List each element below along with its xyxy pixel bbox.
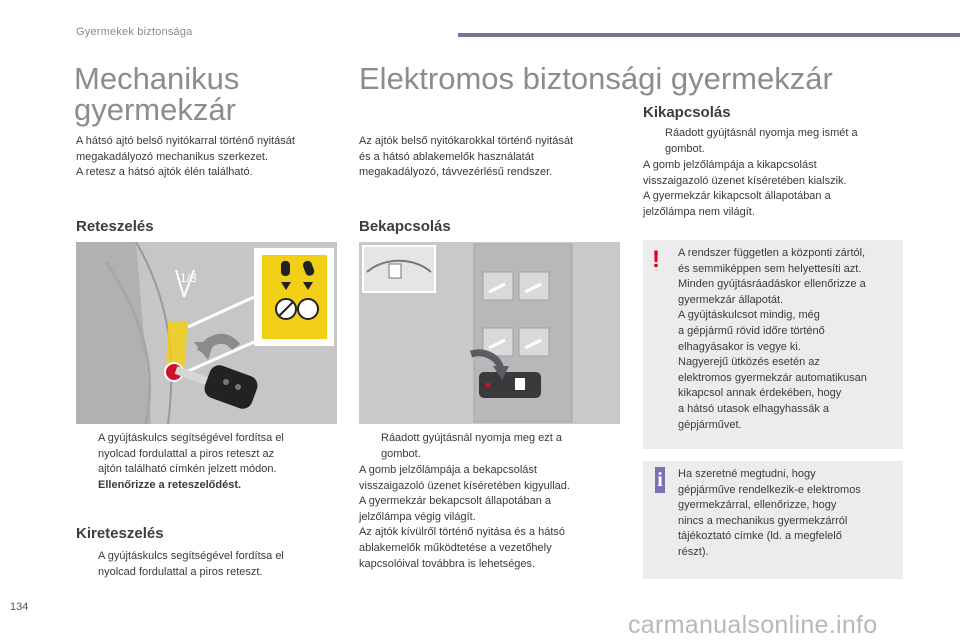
deactivation-text: [643, 158, 847, 220]
activation-line: A gomb jelzőlámpája a bekapcsolást: [359, 464, 537, 476]
electric-title: Elektromos biztonsági gyermekzár: [359, 61, 833, 96]
page-number: 134: [10, 601, 29, 613]
info-box: [643, 461, 903, 579]
info-line: gépjárműve rendelkezik-e elektromos: [678, 483, 861, 496]
unlocking-heading: Kireteszelés: [76, 525, 164, 542]
warning-line: A gyújtáskulcsot mindig, még: [678, 309, 820, 322]
warning-line: kikapcsol annak érdekében, hogy: [678, 387, 842, 400]
activation-line: jelzőlámpa végig világít.: [359, 510, 476, 523]
activation-heading: Bekapcsolás: [359, 218, 451, 235]
electric-intro-line: megakadályozó, távvezérlésű rendszer.: [359, 166, 553, 179]
locking-bullet-text: [98, 431, 284, 493]
info-line: Ha szeretné megtudni, hogy: [678, 468, 816, 480]
watermark: carmanualsonline.info: [628, 611, 878, 639]
activation-bullet: [359, 431, 621, 463]
bullet-line: A gyújtáskulcs segítségével fordítsa el: [98, 550, 284, 562]
bullet-line: gombot.: [381, 447, 421, 460]
electric-switch-illustration: [359, 242, 620, 424]
bullet-line: nyolcad fordulattal a piros reteszt az: [98, 447, 275, 460]
info-line: gyermekzárral, ellenőrizze, hogy: [678, 499, 837, 512]
warning-line: a gépjármű rövid időre történő: [678, 324, 825, 337]
mechanical-title: [74, 63, 324, 125]
locking-check: Ellenőrizze a reteszelődést.: [98, 478, 242, 491]
warning-line: és semmiképpen sem helyettesíti azt.: [678, 262, 862, 275]
electric-intro: [359, 134, 573, 181]
warning-text: [678, 246, 867, 433]
warning-line: a hátsó utasok elhagyhassák a: [678, 402, 830, 415]
warning-line: Minden gyújtásráadáskor ellenőrizze a: [678, 278, 866, 291]
warning-icon: !: [652, 246, 660, 273]
warning-box: [643, 240, 903, 449]
warning-line: elektromos gyermekzár automatikusan: [678, 371, 867, 384]
bullet-line: gombot.: [665, 142, 705, 155]
mechanical-intro: [76, 134, 295, 181]
bullet-line: Ráadott gyújtásnál nyomja meg ezt a: [381, 432, 562, 444]
locking-heading: Reteszelés: [76, 218, 154, 235]
electric-intro-line: és a hátsó ablakemelők használatát: [359, 150, 534, 163]
info-icon: i: [655, 467, 665, 493]
locking-bullet: [76, 431, 338, 495]
deactivation-line: visszaigazoló üzenet kíséretében kialszik.: [643, 174, 847, 187]
warning-line: Nagyerejű ütközés esetén az: [678, 356, 820, 369]
deactivation-heading: Kikapcsolás: [643, 104, 731, 121]
bullet-line: ajtón található címkén jelzett módon.: [98, 463, 277, 476]
warning-line: gépjárművet.: [678, 418, 742, 431]
mechanical-lock-illustration: [76, 242, 337, 424]
activation-line: Az ajtók kívülről történő nyitása és a hátsó: [359, 526, 566, 539]
angle-label: 1/8: [180, 271, 197, 285]
info-text: [678, 467, 861, 561]
activation-line: kapcsolóival továbbra is lehetséges.: [359, 557, 536, 570]
bullet-line: nyolcad fordulattal a piros reteszt.: [98, 565, 263, 578]
activation-bullet-text: [381, 431, 562, 462]
section-title: Gyermekek biztonsága: [76, 26, 193, 38]
activation-line: A gyermekzár bekapcsolt állapotában a: [359, 495, 552, 508]
bullet-line: Ráadott gyújtásnál nyomja meg ismét a: [665, 127, 858, 139]
electric-intro-line: Az ajtók belső nyitókarokkal történő nyitását: [359, 135, 574, 147]
warning-line: elhagyásakor is vegye ki.: [678, 340, 801, 353]
mechanical-intro-line: A retesz a hátsó ajtók élén található.: [76, 166, 253, 179]
warning-line: A rendszer független a központi zártól,: [678, 247, 866, 259]
deactivation-bullet: [643, 126, 913, 158]
warning-line: gyermekzár állapotát.: [678, 293, 784, 306]
deactivation-line: A gomb jelzőlámpája a kikapcsolást: [643, 159, 817, 171]
unlocking-bullet-text: [98, 549, 284, 580]
info-line: részt).: [678, 545, 709, 558]
unlocking-bullet: [76, 549, 338, 581]
mechanical-intro-line: A hátsó ajtó belső nyitókarral történő nyitását: [76, 135, 295, 147]
activation-text: [359, 463, 570, 572]
activation-line: visszaigazoló üzenet kíséretében kigyullad.: [359, 479, 570, 492]
header-accent-bar: [458, 33, 960, 37]
deactivation-bullet-text: [665, 126, 858, 157]
deactivation-line: A gyermekzár kikapcsolt állapotában a: [643, 190, 831, 203]
bullet-line: A gyújtáskulcs segítségével fordítsa el: [98, 432, 284, 444]
info-line: nincs a mechanikus gyermekzárról: [678, 514, 848, 527]
activation-line: ablakemelők működtetése a vezetőhely: [359, 541, 552, 554]
mechanical-intro-line: megakadályozó mechanikus szerkezet.: [76, 150, 268, 163]
info-line: tájékoztató címke (ld. a megfelelő: [678, 530, 842, 543]
deactivation-line: jelzőlámpa nem világít.: [643, 205, 755, 218]
mechanical-title-line1: Mechanikus: [74, 61, 240, 96]
mechanical-title-line2: gyermekzár: [74, 92, 236, 127]
